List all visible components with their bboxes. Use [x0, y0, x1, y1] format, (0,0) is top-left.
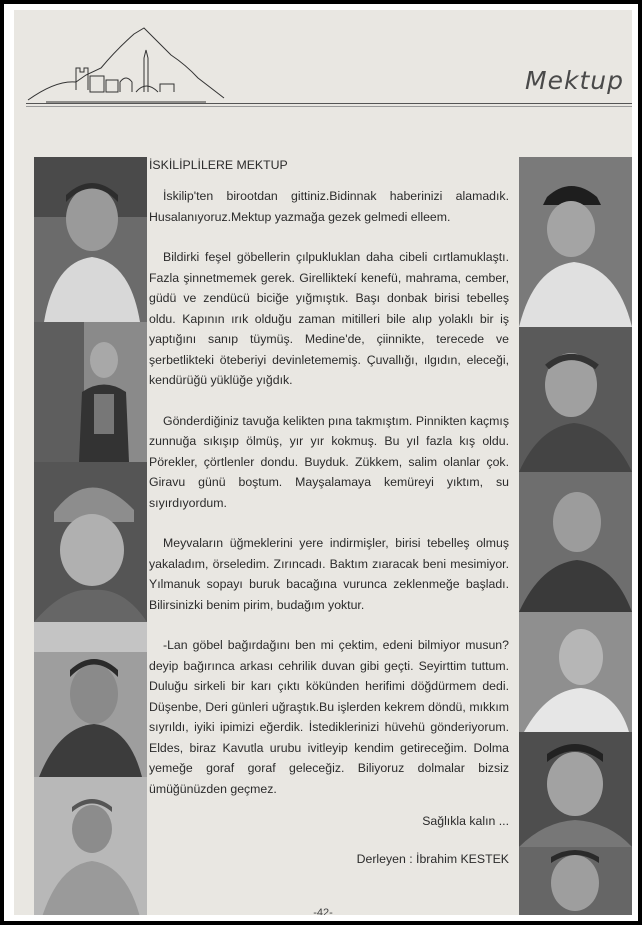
letter-paragraph: -Lan göbel bağırdağını ben mi çektim, edeni bilmiyor musun? deyip bağırınca arkası cehrilik duvan gibi geçti. Seyirttim tuttum. Duluğu sirkeli bir karı çıktı kökünden herifimi döğdürmem dedi. Düşenbe, Deri günleri uğraştık.Bu işlerden kekrem döndü, mıkkım sıyrıldı, iyiki ipimizi eğerdik. İstediklerinizi hüvehü gönderiyorum. Eldes, biraz Kavutla urubu ivitleyip kendim getireceğim. Dolma yemeğe goraf goraf geleceğiz. Biliyoruz dolmalar bizsiz ümüğünüzden geçmez.: [149, 638, 509, 796]
header-rule: [26, 103, 632, 104]
portrait-photo: [519, 472, 632, 612]
letter-title: İSKİLİPLİLERE MEKTUP: [149, 158, 288, 172]
portrait-photo: [34, 622, 147, 777]
portrait-photo: [34, 322, 147, 462]
letter-closing: Sağlıkla kalın ...: [422, 814, 509, 828]
portrait-photo: [34, 462, 147, 622]
letter-paragraph: Meyvaların üğmeklerini yere indirmişler, birisi tebelleş olmuş yakaladım, örseledim. Zırıncadı. Baktım zıaracak beni mesimiyor. Yılmanuk sopayı buruk bacağına vurunca zeklenmeğe başladı. Bilirsinizki benim pirim, budağım yoktur.: [149, 536, 509, 612]
portrait-photo: [519, 732, 632, 847]
portrait-photo: [519, 327, 632, 472]
header-rule-secondary: [26, 106, 632, 107]
town-skyline-illustration: [26, 20, 226, 110]
document-page: [14, 10, 632, 915]
portrait-photo: [519, 157, 632, 327]
page-frame: [4, 4, 638, 921]
portrait-photo: [519, 612, 632, 732]
letter-signature: Derleyen : İbrahim KESTEK: [356, 852, 509, 866]
letter-body: [149, 156, 509, 819]
letter-paragraph: Bildirki feşel göbellerin çılpukluklan daha cibeli cırtlamuklaştı. Fazla şinnetmemek gerek. Girelliktekí kenefü, mahrama, cember, güdü ve zendücü biciğe yığmıştık. Başı donbak birisi tebelleş oldu. Kapının ırık olduğu zaman mitilleri bile alıp yolaklı bir iş yaptığını sanıp tüymüş. Medine'de, çiinnikte, terecede ve şerbetlikteki öteberiyi devinletememiş. Çuvallığı, ılgıdın, eleceği, kendürüğü yüklüğe yığdık.: [149, 250, 509, 387]
portrait-photo: [519, 847, 632, 915]
letter-paragraph: İskilip'ten birootdan gittiniz.Bidinnak haberinizi alamadık. Husalanıyoruz.Mektup yazmağa gezek gelmedi elleem.: [149, 189, 509, 224]
letter-paragraph: Gönderdiğiniz tavuğa kelikten pına takmıştım. Pinnikten kaçmış zunnuğa sıkışıp ölmüş, yır yır kokmuş. Bu yıl fazla kış oldu. Pörekler, çörtlenler dondu. Buyduk. Zükkem, salim olanlar çok. Giravu günü boştum. Mayşalamaya kemüreyi yıktım, su sıyırdıyordum.: [149, 413, 509, 510]
page-number: -42-: [313, 907, 333, 915]
section-title: Mektup: [525, 66, 624, 95]
portrait-photo: [34, 777, 147, 915]
portrait-photo: [34, 157, 147, 322]
